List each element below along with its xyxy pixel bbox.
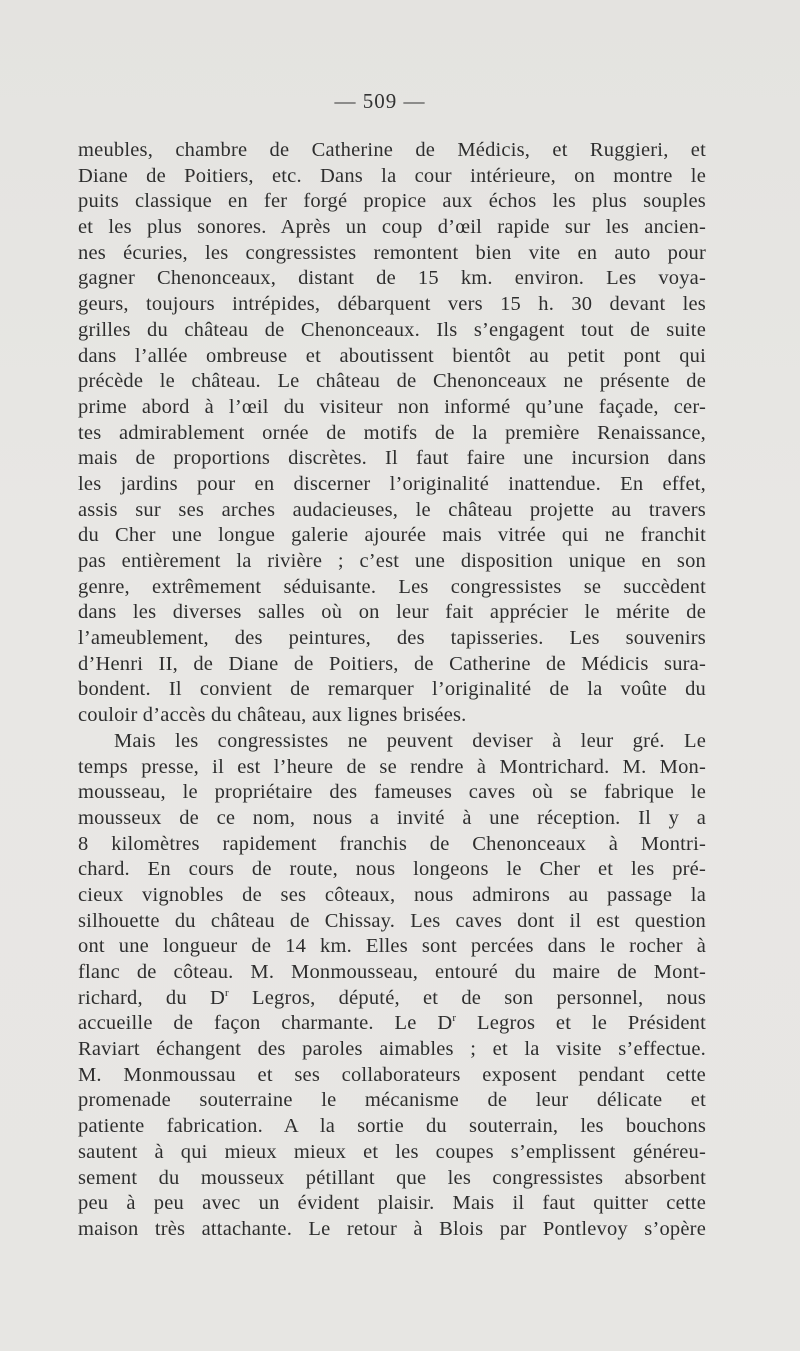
- text-line: et les plus sonores. Après un coup d’œil rapide sur les ancien-: [78, 216, 706, 239]
- text-line: sautent à qui mieux mieux et les coupes s’emplissent généreu-: [78, 1140, 706, 1163]
- text-line: temps presse, il est l’heure de se rendre à Montrichard. M. Mon-: [78, 755, 706, 778]
- text-line: genre, extrêmement séduisante. Les congressistes se succèdent: [78, 575, 706, 598]
- text-line: promenade souterraine le mécanisme de leur délicate et: [78, 1089, 706, 1112]
- text-line: mais de proportions discrètes. Il faut faire une incursion dans: [78, 447, 706, 470]
- text-line: mousseux de ce nom, nous a invité à une réception. Il y a: [78, 806, 706, 829]
- text-line: bondent. Il convient de remarquer l’originalité de la voûte du: [78, 678, 706, 701]
- text-line: gagner Chenonceaux, distant de 15 km. environ. Les voya-: [78, 267, 706, 290]
- superscript: r: [452, 1012, 457, 1025]
- text-segment: Legros et le Président: [456, 1012, 706, 1035]
- paragraph-start-line: Mais les congressistes ne peuvent deviser à leur gré. Le: [114, 729, 706, 752]
- text-line: peu à peu avec un évident plaisir. Mais il faut quitter cette: [78, 1192, 706, 1215]
- text-line-with-superscript: [78, 986, 706, 1012]
- text-line: précède le château. Le château de Chenonceaux ne présente de: [78, 370, 706, 393]
- text-line: tes admirablement ornée de motifs de la première Renaissance,: [78, 421, 706, 444]
- text-line: nes écuries, les congressistes remontent bien vite en auto pour: [78, 241, 706, 264]
- text-line: pas entièrement la rivière ; c’est une disposition unique en son: [78, 550, 706, 572]
- text-line: patiente fabrication. A la sortie du souterrain, les bouchons: [78, 1115, 706, 1138]
- text-line-with-superscript: [78, 1011, 706, 1037]
- superscript: r: [225, 986, 229, 999]
- text-line: 8 kilomètres rapidement franchis de Chenonceaux à Montri-: [78, 832, 706, 855]
- text-line: silhouette du château de Chissay. Les caves dont il est question: [78, 909, 706, 932]
- text-line: maison très attachante. Le retour à Blois par Pontlevoy s’opère: [78, 1217, 706, 1240]
- text-line: assis sur ses arches audacieuses, le château projette au travers: [78, 498, 706, 521]
- text-line: mousseau, le propriétaire des fameuses caves où se fabrique le: [78, 781, 706, 804]
- text-line: chard. En cours de route, nous longeons le Cher et les pré-: [78, 858, 706, 881]
- text-segment: Legros, député, et de son personnel, nous: [228, 986, 706, 1009]
- text-line: geurs, toujours intrépides, débarquent vers 15 h. 30 devant les: [78, 293, 706, 316]
- text-line: dans l’allée ombreuse et aboutissent bientôt au petit pont qui: [78, 344, 706, 367]
- text-line: flanc de côteau. M. Monmousseau, entouré du maire de Mont-: [78, 961, 706, 983]
- text-line: sement du mousseux pétillant que les congressistes absorbent: [78, 1166, 706, 1189]
- text-line: grilles du château de Chenonceaux. Ils s’engagent tout de suite: [78, 318, 706, 341]
- text-line: Diane de Poitiers, etc. Dans la cour intérieure, on montre le: [78, 164, 706, 187]
- text-line: M. Monmoussau et ses collaborateurs exposent pendant cette: [78, 1063, 706, 1086]
- text-line: prime abord à l’œil du visiteur non informé qu’une façade, cer-: [78, 395, 706, 418]
- text-line: ont une longueur de 14 km. Elles sont percées dans le rocher à: [78, 935, 706, 958]
- body-text: [78, 138, 706, 1243]
- text-line: l’ameublement, des peintures, des tapisseries. Les souvenirs: [78, 627, 706, 650]
- text-line: du Cher une longue galerie ajourée mais vitrée qui ne franchit: [78, 524, 706, 547]
- text-line: dans les diverses salles où on leur fait apprécier le mérite de: [78, 601, 706, 624]
- text-line: meubles, chambre de Catherine de Médicis, et Ruggieri, et: [78, 139, 706, 161]
- text-line: cieux vignobles de ses côteaux, nous admirons au passage la: [78, 883, 706, 906]
- text-line: d’Henri II, de Diane de Poitiers, de Catherine de Médicis sura-: [78, 652, 706, 675]
- text-segment: richard, du D: [78, 986, 225, 1009]
- text-segment: accueille de façon charmante. Le D: [78, 1012, 453, 1035]
- text-line: les jardins pour en discerner l’originalité inattendue. En effet,: [78, 472, 706, 495]
- page-number: — 509 —: [334, 89, 426, 113]
- text-line: puits classique en fer forgé propice aux échos les plus souples: [78, 190, 706, 213]
- text-line: Raviart échangent des paroles aimables ; et la visite s’effectue.: [78, 1038, 706, 1061]
- paragraph-end-line: couloir d’accès du château, aux lignes brisées.: [78, 704, 467, 727]
